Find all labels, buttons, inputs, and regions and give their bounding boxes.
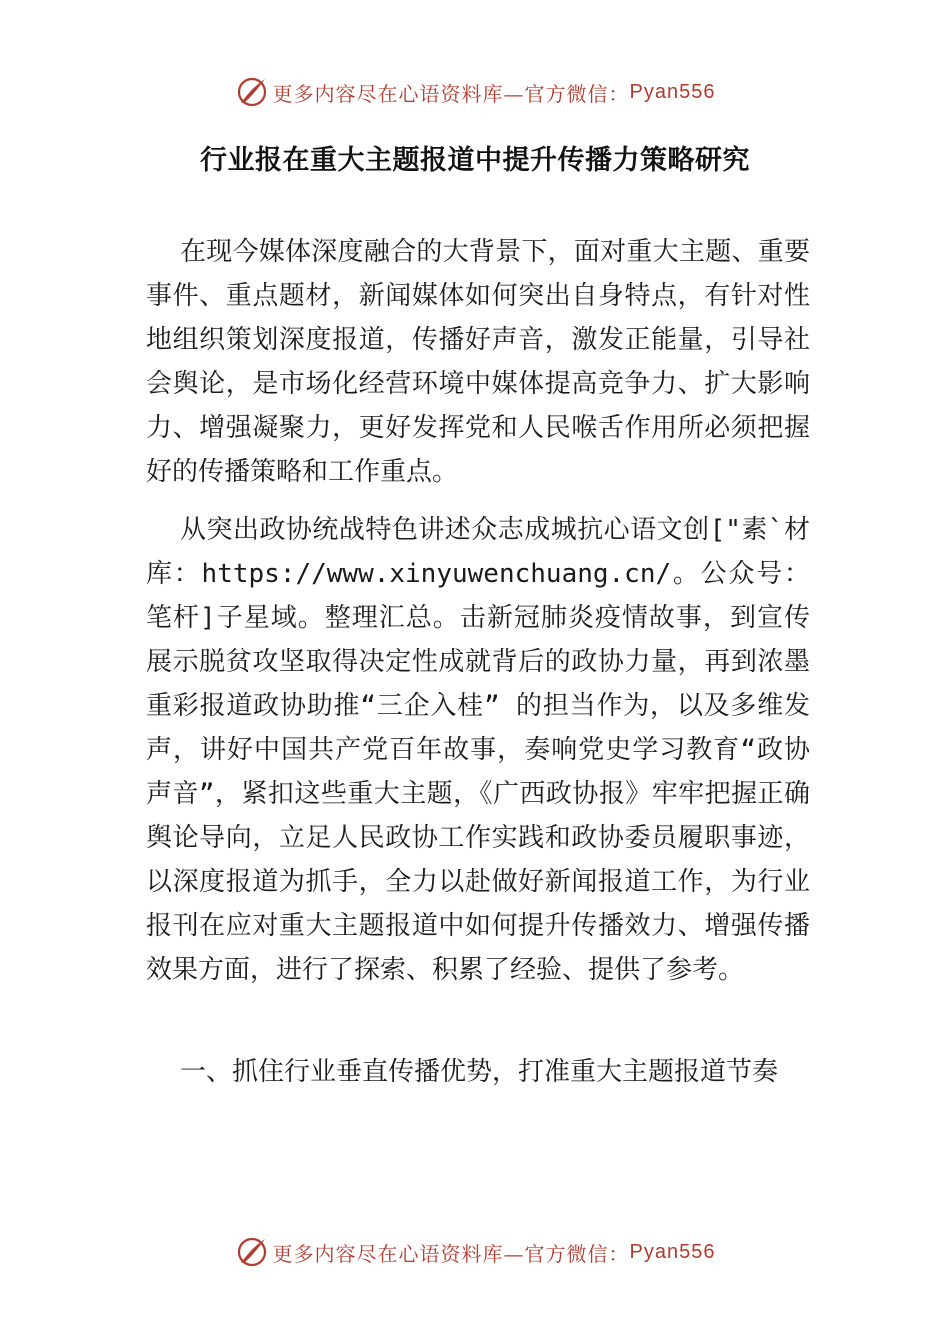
footer-banner — [0, 1232, 950, 1272]
paragraph-2: 从突出政协统战特色讲述众志成城抗心语文创["素`材库：https://www.xinyuwenchuang.cn/。公众号：笔杆]子星域。整理汇总。击新冠肺炎疫情故事，到宣传展示脱贫攻坚取得决定性成就背后的政协力量，再到浓墨重彩报道政协助推“三企入桂” 的担当作为，以及多维发声，讲好中国共产党百年故事，奏响党史学习教育“政协声音”，紧扣这些重大主题，《广西政协报》牢牢把握正确舆论导向，立足人民政协工作实践和政协委员履职事迹，以深度报道为抓手，全力以赴做好新闻报道工作，为行业报刊在应对重大主题报道中如何提升传播效力、增强传播效果方面，进行了探索、积累了经验、提供了参考。 — [146, 515, 810, 985]
paragraph-1: 在现今媒体深度融合的大背景下，面对重大主题、重要事件、重点题材，新闻媒体如何突出自身特点，有针对性地组织策划深度报道，传播好声音，激发正能量，引导社会舆论，是市场化经营环境中媒体提高竞争力、扩大影响力、增强凝聚力，更好发挥党和人民喉舌作用所必须把握好的传播策略和工作重点。 — [146, 237, 810, 487]
wechat-id: Pyan556 — [629, 80, 716, 103]
banner-text: 更多内容尽在心语资料库—官方微信： — [272, 81, 630, 106]
quill-pen-seal-icon — [235, 75, 269, 109]
page-title: 行业报在重大主题报道中提升传播力策略研究 — [200, 145, 750, 176]
quill-pen-seal-icon — [235, 1235, 269, 1269]
header-banner — [0, 72, 950, 112]
section-heading-1: 一、抓住行业垂直传播优势，打准重大主题报道节奏 — [180, 1057, 779, 1087]
footer-wechat-id: Pyan556 — [629, 1240, 716, 1263]
footer-banner-text: 更多内容尽在心语资料库—官方微信： — [272, 1241, 630, 1266]
